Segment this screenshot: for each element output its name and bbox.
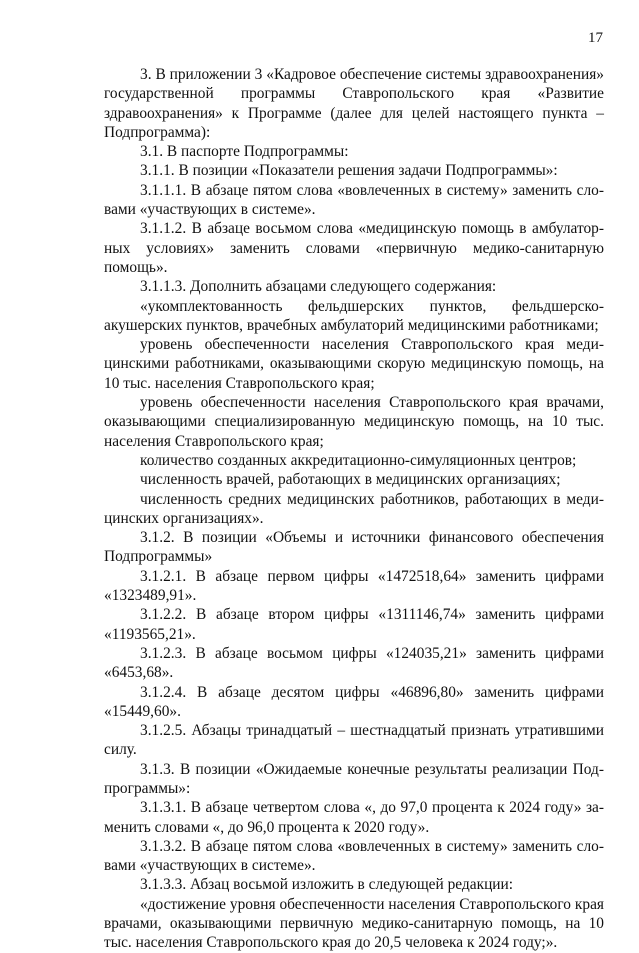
paragraph-3-1-1-1: 3.1.1.1. В абзаце пятом слова «вовлеченных в систему» заменить словами «участвующих в системе». (104, 181, 604, 219)
paragraph-simulation-centers: количество созданных аккредитационно-симуляционных центров; (140, 451, 577, 469)
paragraph-3-1-2-5: 3.1.2.5. Абзацы тринадцатый – шестнадцатый признать утратившими силу. (104, 722, 604, 759)
paragraph-3-1-3-1: 3.1.3.1. В абзаце четвертом слова «, до 97,0 процента к 2024 году» заменить словами «, до 96,0 процента к 2020 году». (104, 799, 604, 836)
paragraph-3-1-2-3: 3.1.2.3. В абзаце восьмом цифры «124035,21» заменить цифрами «6453,68». (104, 644, 604, 682)
paragraph-primary-care-target: «достижение уровня обеспеченности населения Ставропольского края врачами, оказывающими первичную медико-санитарную помощь, на 10 тыс. населения Ставропольского края до 20,5 человека к 2024 году;». (104, 895, 604, 952)
paragraph-3: 3. В приложении 3 «Кадровое обеспечение системы здравоохранения» государственной программы Ставропольского края «Развитие здравоохранения» к Программе (далее для целей настоящего пункта – Подпрограмма): (104, 66, 604, 141)
paragraph-3-1-1-3: 3.1.1.3. Дополнить абзацами следующего содержания: (140, 278, 497, 296)
paragraph-3-1-2: 3.1.2. В позиции «Объемы и источники финансового обеспечения Подпрограммы» (104, 529, 604, 566)
paragraph-staffing: «укомплектованность фельдшерских пунктов, фельдшерско-акушерских пунктов, врачебных амбулаторий медицинскими работниками; (104, 297, 604, 334)
paragraph-emergency-care: уровень обеспеченности населения Ставропольского края медицинскими работниками, оказывающими скорую медицинскую помощь, на 10 тыс. населения Ставропольского края; (104, 336, 604, 392)
paragraph-3-1-3: 3.1.3. В позиции «Ожидаемые конечные результаты реализации Подпрограммы»: (104, 760, 604, 797)
document-body (104, 65, 604, 953)
paragraph-specialized-care: уровень обеспеченности населения Ставропольского края врачами, оказывающими специализированную медицинскую помощь, на 10 тыс. населения Ставропольского края; (104, 394, 604, 450)
paragraph-nurses-count: численность средних медицинских работников, работающих в медицинских организациях». (104, 490, 604, 527)
paragraph-3-1-2-1: 3.1.2.1. В абзаце первом цифры «1472518,64» заменить цифрами «1323489,91». (104, 567, 604, 605)
paragraph-3-1-2-2: 3.1.2.2. В абзаце втором цифры «1311146,74» заменить цифрами «1193565,21». (104, 606, 604, 643)
paragraph-3-1-3-3: 3.1.3.3. Абзац восьмой изложить в следующей редакции: (140, 876, 514, 894)
paragraph-3-1-1-2: 3.1.1.2. В абзаце восьмом слова «медицинскую помощь в амбулаторных условиях» заменить словами «первичную медико-санитарную помощь». (104, 220, 604, 276)
paragraph-3-1-2-4: 3.1.2.4. В абзаце десятом цифры «46896,80» заменить цифрами «15449,60». (104, 683, 604, 720)
paragraph-3-1-3-2: 3.1.3.2. В абзаце пятом слова «вовлеченных в систему» заменить словами «участвующих в системе». (104, 837, 604, 875)
page-number: 17 (588, 30, 603, 46)
paragraph-3-1: 3.1. В паспорте Подпрограммы: (140, 143, 349, 161)
paragraph-doctors-count: численность врачей, работающих в медицинских организациях; (140, 471, 561, 489)
paragraph-3-1-1: 3.1.1. В позиции «Показатели решения задачи Подпрограммы»: (140, 162, 558, 180)
